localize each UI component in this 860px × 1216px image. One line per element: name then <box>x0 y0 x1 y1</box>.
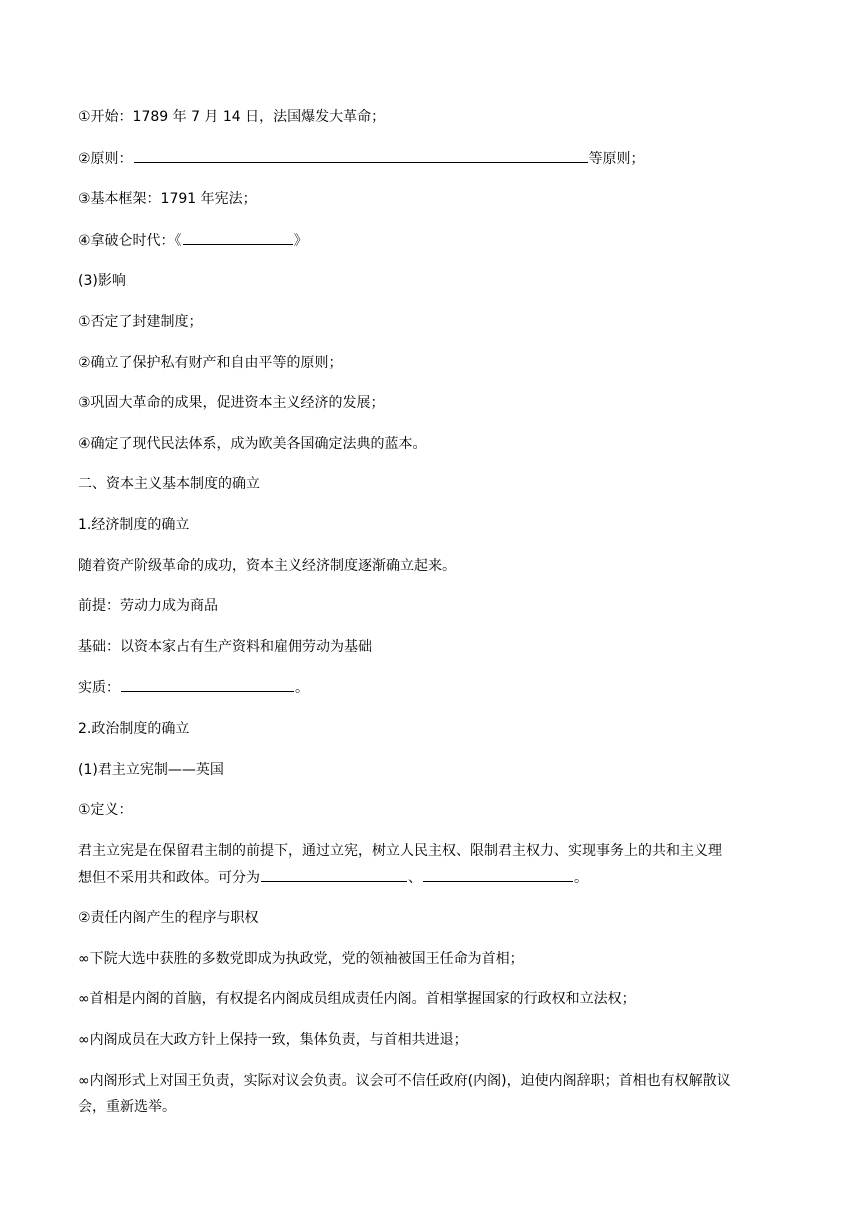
fill-blank-principle[interactable] <box>134 145 588 163</box>
text-influence-2: ②确立了保护私有财产和自由平等的原则； <box>78 354 343 371</box>
text-line-start <box>78 104 783 130</box>
text-influence-3: ③巩固大革命的成果，促进资本主义经济的发展； <box>78 395 385 412</box>
text-influence-4: ④确定了现代民法体系，成为欧美各国确定法典的蓝本。 <box>78 435 427 452</box>
text-cabinet-3: ∞内阁成员在大政方针上保持一致，集体负责，与首相共进退； <box>78 1032 468 1049</box>
text-economic-heading: 1.经济制度的确立 <box>78 516 190 533</box>
text-line-influence-1 <box>78 309 783 335</box>
fill-blank-essence[interactable] <box>121 674 294 692</box>
text-napoleon-suffix: 》 <box>293 232 308 249</box>
fill-blank-napoleon[interactable] <box>183 227 293 245</box>
subheading-political <box>78 716 783 742</box>
text-influence: (3)影响 <box>78 273 126 290</box>
text-napoleon-label: ④拿破仑时代：《 <box>78 232 182 249</box>
text-principle-suffix: 等原则； <box>588 150 645 167</box>
text-cabinet-heading: ②责任内阁产生的程序与职权 <box>78 910 259 927</box>
text-section-2: 二、资本主义基本制度的确立 <box>78 476 260 493</box>
text-line-definition-label <box>78 797 783 823</box>
text-economic-intro: 随着资产阶级革命的成功，资本主义经济制度逐渐确立起来。 <box>78 557 456 574</box>
text-line-napoleon <box>78 227 783 254</box>
subheading-economic <box>78 512 783 538</box>
text-definition-row-2-post: 。 <box>574 869 588 886</box>
fill-blank-definition-1[interactable] <box>261 864 407 882</box>
text-line-influence-4 <box>78 431 783 457</box>
text-premise: 前提：劳动力成为商品 <box>78 598 218 615</box>
text-line-premise <box>78 593 783 619</box>
text-line-cabinet-1 <box>78 946 783 972</box>
text-line-principle <box>78 145 783 172</box>
text-cabinet-2: ∞首相是内阁的首脑，有权提名内阁成员组成责任内阁。首相掌握国家的行政权和立法权； <box>78 991 636 1008</box>
subheading-cabinet <box>78 905 783 931</box>
text-influence-1: ①否定了封建制度； <box>78 313 203 330</box>
text-line-cabinet-3 <box>78 1027 783 1053</box>
text-start: ①开始：1789 年 7 月 14 日，法国爆发大革命； <box>78 109 386 125</box>
section-heading-capitalism <box>78 471 783 497</box>
text-principle-label: ②原则： <box>78 150 133 167</box>
text-constitutional-monarchy: (1)君主立宪制——英国 <box>78 761 224 778</box>
text-cabinet-4-row-2: 会，重新选举。 <box>78 1098 176 1115</box>
text-essence-suffix: 。 <box>295 680 309 697</box>
text-line-essence <box>78 674 783 701</box>
heading-influence <box>78 268 783 294</box>
text-line-basis <box>78 634 783 660</box>
paragraph-cabinet-4 <box>78 1068 783 1120</box>
text-definition-row-2-pre: 想但不采用共和政体。可分为 <box>78 869 260 886</box>
text-line-cabinet-2 <box>78 986 783 1012</box>
document-page <box>78 104 783 1134</box>
text-cabinet-1: ∞下院大选中获胜的多数党即成为执政党，党的领袖被国王任命为首相； <box>78 950 524 967</box>
fill-blank-definition-2[interactable] <box>423 864 573 882</box>
text-line-framework <box>78 186 783 212</box>
text-line-influence-2 <box>78 350 783 376</box>
text-cabinet-4-row-1: ∞内阁形式上对国王负责，实际对议会负责。议会可不信任政府(内阁)，迫使内阁辞职；首相也有权解散议 <box>78 1072 731 1089</box>
text-definition-separator: 、 <box>408 869 422 886</box>
text-definition-label: ①定义： <box>78 802 133 819</box>
text-framework: ③基本框架：1791 年宪法； <box>78 191 257 208</box>
text-line-influence-3 <box>78 390 783 416</box>
text-line-economic-intro <box>78 553 783 579</box>
text-political-heading: 2.政治制度的确立 <box>78 720 190 737</box>
text-definition-row-1: 君主立宪是在保留君主制的前提下，通过立宪，树立人民主权、限制君主权力、实现事务上的共和主义理 <box>78 842 722 859</box>
text-basis: 基础：以资本家占有生产资料和雇佣劳动为基础 <box>78 638 372 655</box>
paragraph-definition <box>78 838 783 891</box>
text-essence-label: 实质： <box>78 680 120 697</box>
subheading-constitutional-monarchy <box>78 757 783 783</box>
text-definition-row-2 <box>78 864 783 891</box>
